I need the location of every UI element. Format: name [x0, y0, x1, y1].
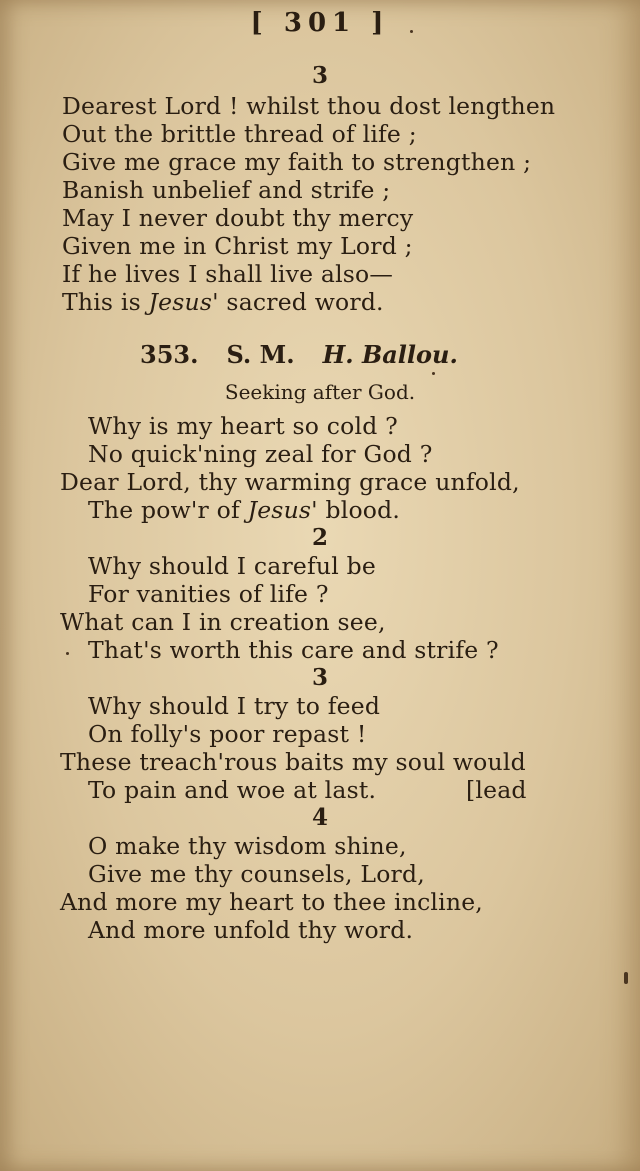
verse-line: Dearest Lord ! whilst thou dost lengthen — [62, 92, 556, 120]
turnover-word: [lead — [466, 776, 527, 804]
page-number: [ 301 ] — [250, 8, 390, 38]
hymn-number: 353. — [140, 340, 199, 369]
verse-line: To pain and woe at last. — [88, 776, 377, 804]
verse-line: Dear Lord, thy warming grace unfold, — [60, 468, 520, 496]
verse-line: Why should I careful be — [88, 552, 376, 580]
verse-number: 4 — [311, 804, 328, 831]
verse-line: Why is my heart so cold ? — [88, 412, 398, 440]
verse-line: Give me grace my faith to strengthen ; — [62, 148, 532, 176]
verse-number: 3 — [311, 664, 328, 691]
verse-line: Given me in Christ my Lord ; — [62, 232, 413, 260]
ink-speck — [410, 30, 413, 33]
hymn-author: H. Ballou. — [322, 340, 458, 369]
verse-line: These treach'rous baits my soul would — [60, 748, 526, 776]
verse-line: That's worth this care and strife ? — [88, 636, 499, 664]
verse-line: O make thy wisdom shine, — [88, 832, 407, 860]
hymn-header — [140, 340, 458, 369]
verse-line: Why should I try to feed — [88, 692, 381, 720]
ink-speck — [66, 652, 69, 655]
verse-line: If he lives I shall live also— — [62, 260, 394, 288]
verse-line: And more my heart to thee incline, — [60, 888, 483, 916]
verse-line: On folly's poor repast ! — [88, 720, 367, 748]
verse-line: May I never doubt thy mercy — [62, 204, 414, 232]
verse-line: Banish unbelief and strife ; — [62, 176, 391, 204]
hymn-meter: S. M. — [226, 340, 295, 369]
verse-line: Give me thy counsels, Lord, — [88, 860, 425, 888]
verse-line: Out the brittle thread of life ; — [62, 120, 417, 148]
verse-number: 3 — [311, 62, 328, 89]
verse-line-last: This is Jesus' sacred word. — [62, 288, 384, 316]
verse-line: What can I in creation see, — [60, 608, 386, 636]
hymn-title: Seeking after God. — [224, 380, 416, 404]
verse-number: 2 — [311, 524, 328, 551]
verse-line: And more unfold thy word. — [88, 916, 414, 944]
verse-line: The pow'r of Jesus' blood. — [88, 496, 401, 524]
verse-line: For vanities of life ? — [88, 580, 329, 608]
ink-speck — [432, 372, 435, 375]
verse-line: No quick'ning zeal for God ? — [88, 440, 433, 468]
ink-speck — [624, 972, 628, 984]
